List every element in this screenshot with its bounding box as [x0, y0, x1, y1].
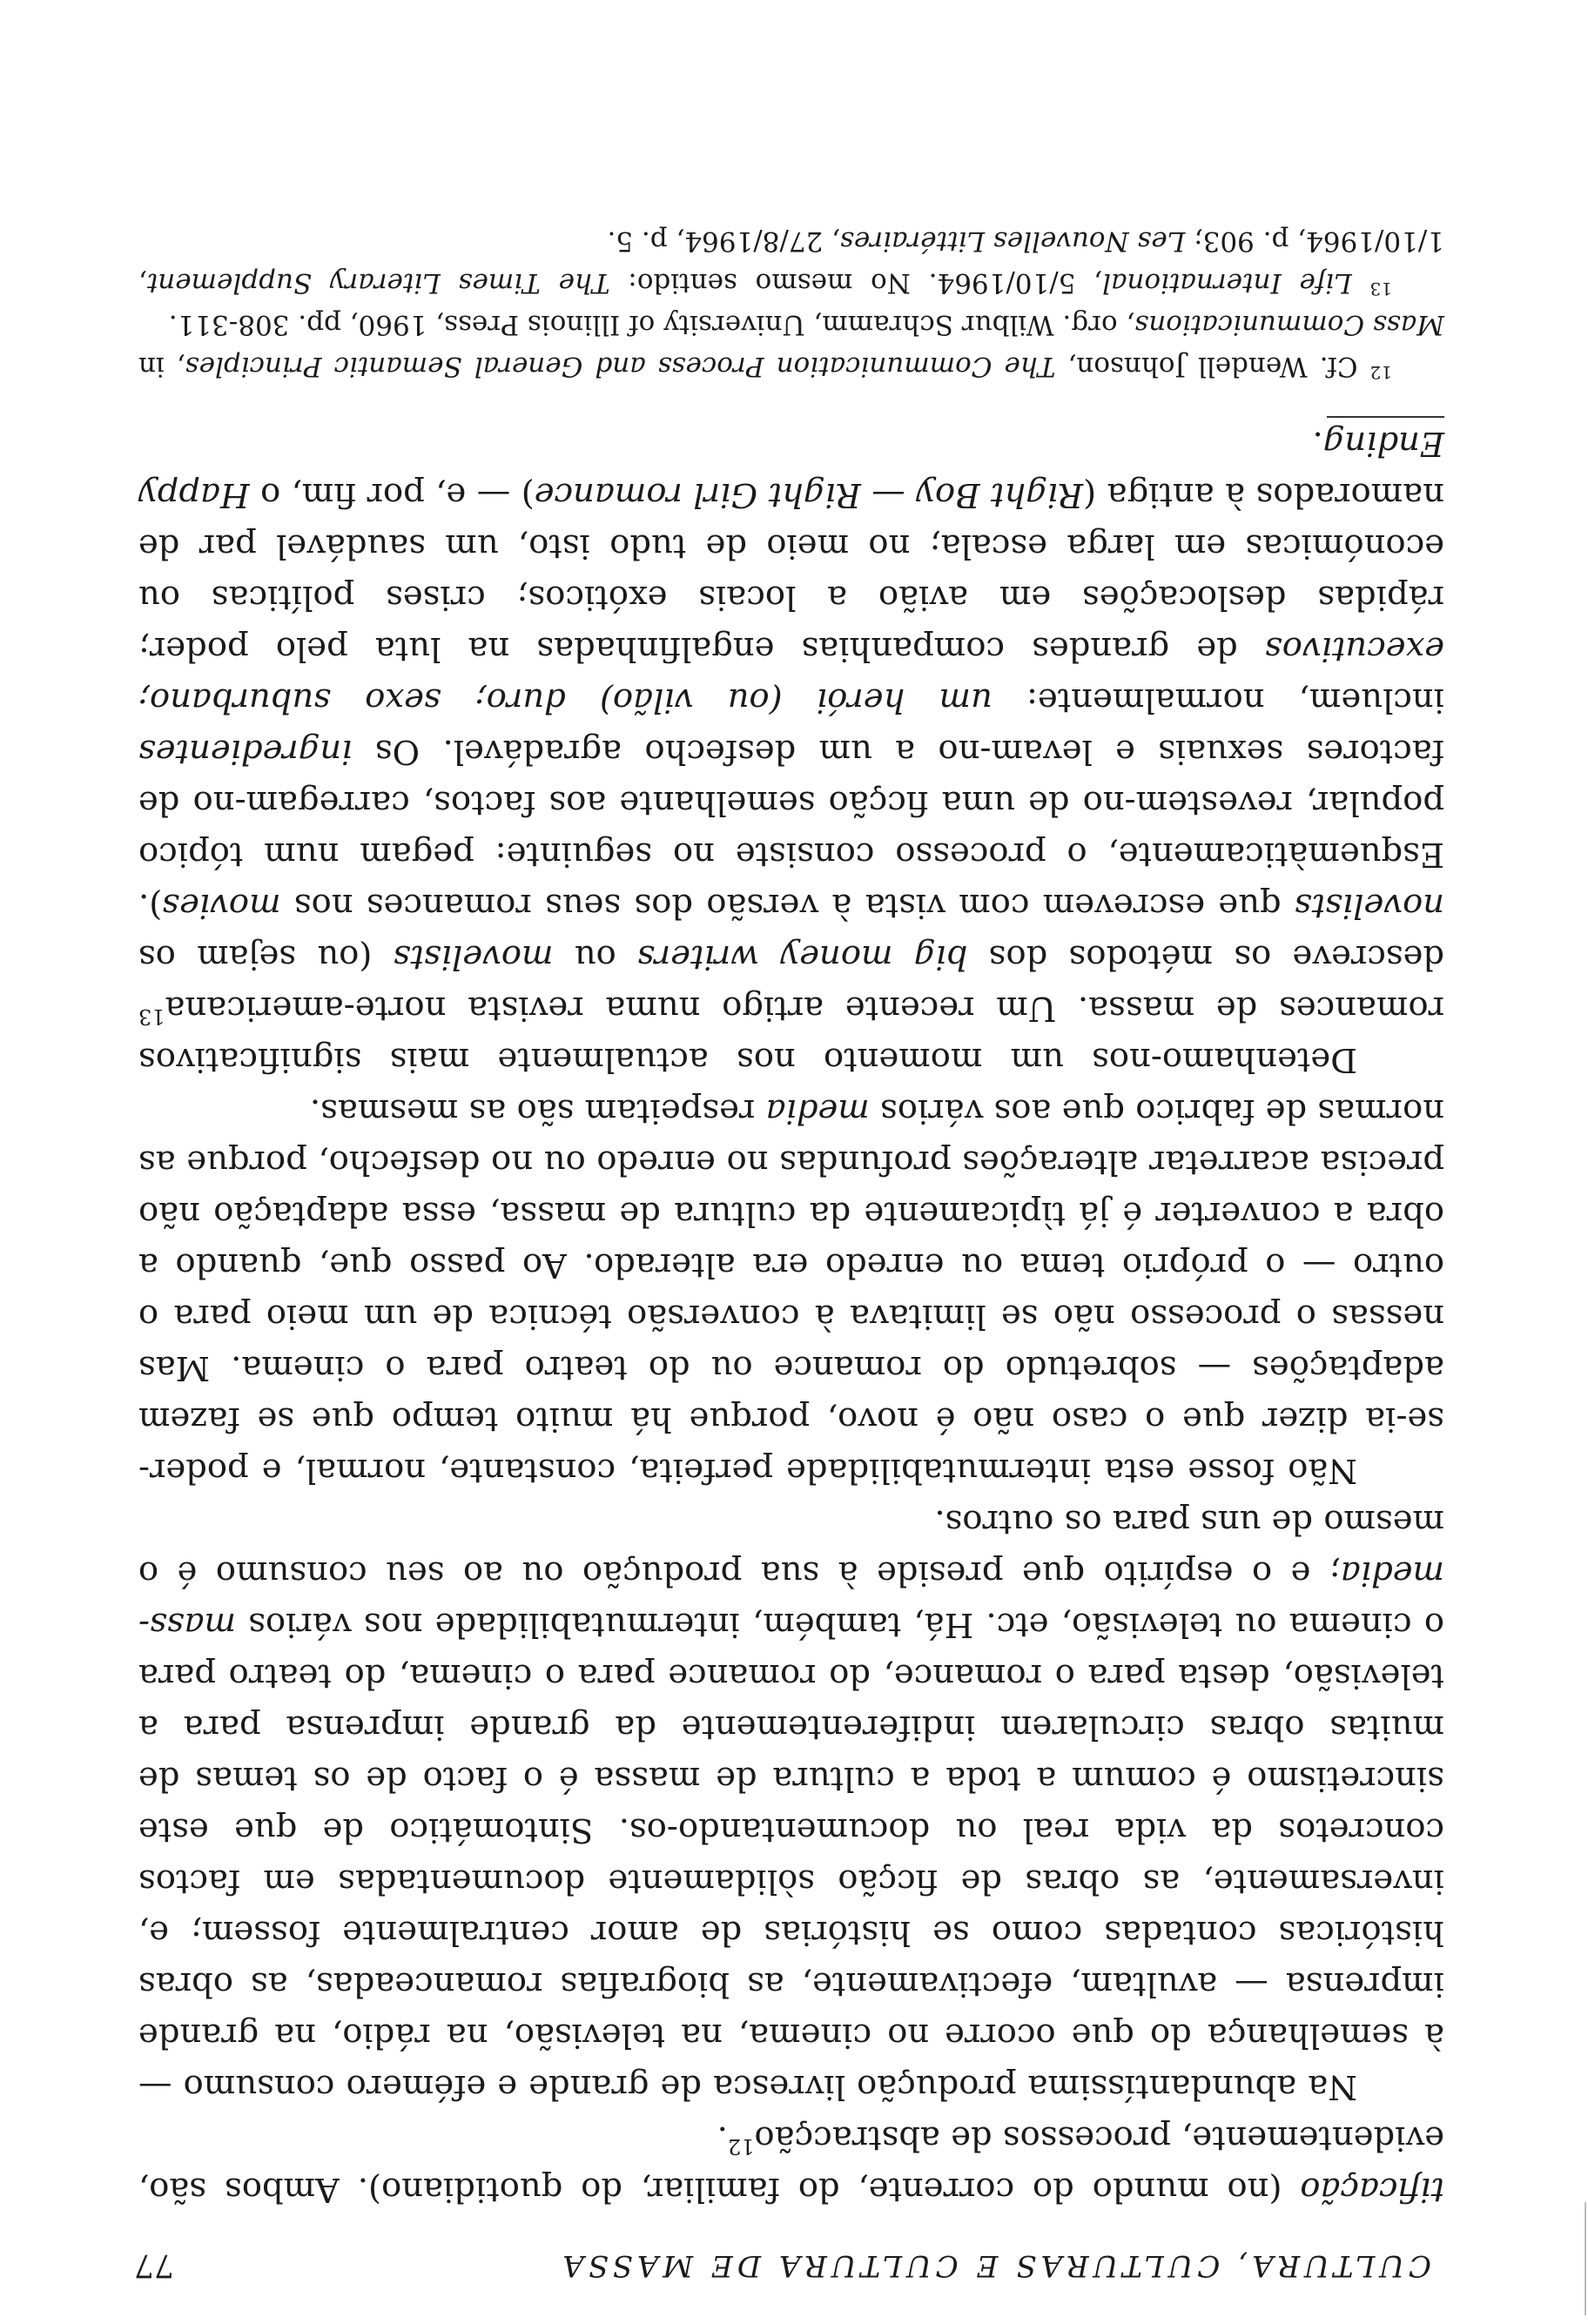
italic-term: tificação: [1300, 2170, 1444, 2209]
body-text: [138, 418, 1444, 2215]
italic-term: Right Boy — Right Girl romance: [534, 475, 1084, 514]
page-header: [134, 2240, 1449, 2283]
footnote-text: Cf. Wendell Johnson,: [1055, 351, 1370, 382]
paragraph-text: ou: [553, 937, 638, 977]
footnote-12: [138, 304, 1444, 387]
page-number: 77: [134, 2247, 174, 2283]
footnote-text: , org. Wilbur Schramm, University of Illinois Press, 1960, pp. 308-311.: [168, 309, 1135, 340]
italic-term: mass-media: [138, 1554, 1444, 1644]
italic-term: movelists: [393, 937, 554, 977]
paragraph-text: ) — e, por fim, o: [249, 475, 535, 514]
paragraph-1: [138, 2112, 1444, 2215]
italic-term: big money writers: [637, 937, 968, 977]
paragraph-text: descreve os métodos dos: [967, 937, 1444, 977]
footnote-number: 13: [1369, 279, 1392, 299]
paragraph-text: ; e o espírito que preside à sua produção ou ao seu consumo é o mesmo de uns para os outros.: [138, 1502, 1444, 1593]
paragraph-text: incluem, normalmente:: [992, 681, 1444, 720]
footnote-13: [138, 220, 1444, 304]
footnote-text: , 1/10/1964, p. 903;: [138, 225, 1444, 299]
italic-term: movies: [162, 886, 281, 925]
paragraph-text: .: [1312, 424, 1323, 463]
paragraph-text: (ou sejam os: [138, 937, 394, 977]
italic-title: Mass Communications: [1134, 309, 1444, 340]
footnote-text: , in: [138, 351, 185, 382]
italic-title: Les Nouvelles Littéraires: [840, 225, 1186, 257]
footnote-ref-13: 13: [138, 1004, 165, 1029]
paragraph-text: Não fosse esta intermutabilidade perfeita, constante, normal, e poder-se-ia dizer que o caso não é novo, porque há muito tempo que se fazem adaptações — sobretudo do romance ou do teatro para o cinema. Mas nessas o processo não se limitava à conversão técnica de um meio para o outro — o próprio tema ou enredo era alterado. Ao passo que, quando a obra a converter é já tìpicamente da cultura de massa, essa adaptação não precisa acarretar alterações profundas no enredo ou no desfecho, porque as normas de fabrico que aos vários: [138, 1091, 1444, 1490]
italic-term: media: [765, 1091, 870, 1131]
italic-title: Life International: [1102, 267, 1352, 299]
scan-edge-mark: [1585, 2202, 1586, 2315]
paragraph-3: [138, 1085, 1444, 1496]
italic-term: novelists: [1294, 886, 1444, 925]
italic-term: um herói (ou vilão) duro; sexo suburbano; executivos: [138, 629, 1444, 720]
italic-title: The Communication Process and General Semantic Principles: [185, 351, 1056, 382]
paragraph-text: (no mundo do corrente, do familiar, do quotidiano). Ambos são, evidentemente, processos de abstracção: [138, 2119, 1444, 2209]
italic-title: The Times Literary Supplement: [146, 267, 610, 299]
paragraph-text: que escrevem com vista à versão dos seus romances nos: [280, 886, 1295, 925]
paragraph-2: [138, 1496, 1444, 2112]
footnote-ref-12: 12: [727, 2134, 755, 2159]
paragraph-4: [138, 418, 1444, 1085]
paragraph-text: .: [717, 2119, 728, 2158]
paragraph-text: Na abundantíssima produção livresca de grande e efémero consumo — à semelhança do que ocorre no cinema, na televisão, na rádio, na grande imprensa — avultam, efectivamente, as biografias romanceadas, as obras históricas contadas como se histórias de amor centralmente fossem; e, inversamente, as obras de ficção sòlidamente documentadas em factos concretos da vida real ou documentando-os. Sintomático de que este sincretismo é comum a toda a cultura de massa é o facto de os temas de muitas obras circularem indiferentemente da grande imprensa para a televisão, desta para o romance, do romance para o cinema, do teatro para o cinema ou televisão, etc. Há, também, intermutabilidade nos vários: [138, 1605, 1444, 2106]
footnote-number: 12: [1369, 362, 1392, 383]
running-title: CULTURA, CULTURAS E CULTURA DE MASSA: [558, 2248, 1431, 2283]
italic-term: Happy Ending: [138, 424, 1444, 514]
italic-term: ingredientes: [138, 732, 353, 771]
footnote-text: , 27/8/1964, p. 5.: [607, 225, 841, 257]
paragraph-text: Detenhamo-nos um momento nos actualmente mais significativos romances de massa. Um recente artigo numa revista norte-americana: [138, 989, 1444, 1079]
paragraph-text: respeitam são as mesmas.: [309, 1091, 766, 1131]
footnotes: [138, 220, 1444, 387]
paragraph-text: de grandes companhias engalfinhadas na luta pelo poder; rápidas deslocações em avião a locais exóticos; crises políticas ou económicas em larga escala; no meio de tudo isto, um saudável par de namorados à antiga (: [138, 475, 1444, 668]
paragraph-text: ). Esquemàticamente, o processo consiste no seguinte: pegam num tópico popular, revestem-no de uma ficção semelhante aos factos, carregam-no de factores sexuais e levam-no a um desfecho agradável. Os: [138, 732, 1444, 925]
footnote-text: , 5/10/1964. No mesmo sentido:: [609, 267, 1103, 299]
footnote-divider: [1327, 416, 1444, 418]
